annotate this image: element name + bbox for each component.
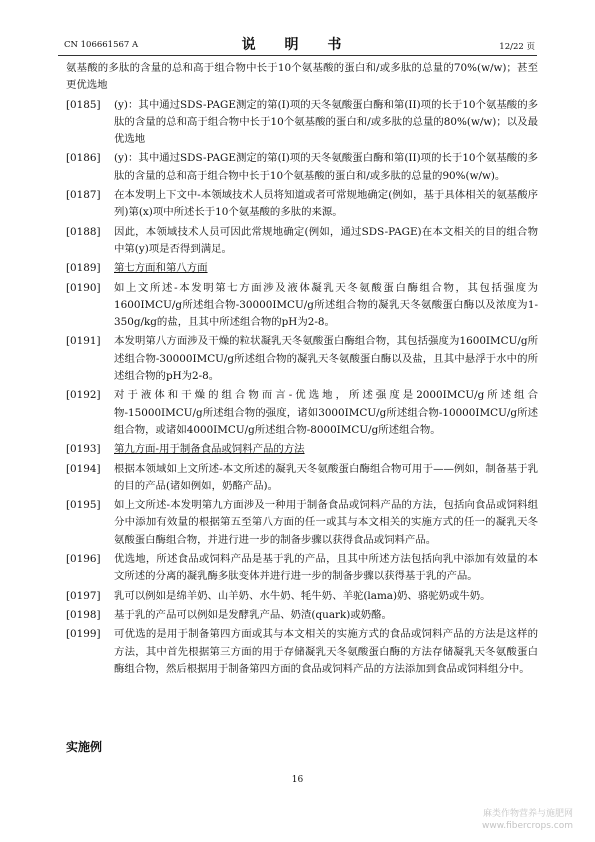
- paragraph: [66, 551, 538, 586]
- paragraph-body: 对于液体和干燥的组合物而言-优选地，所述强度是2000IMCU/g所述组合物-15000IMCU/g所述组合物的强度，诸如3000IMCU/g所述组合物-10000IMCU/g所述组合物，或诸如4000IMCU/g所述组合物-8000IMCU/g所述组合物。: [114, 389, 538, 436]
- paragraph-number: [0197]: [66, 589, 101, 602]
- paragraph-body: 如上文所述-本发明第七方面涉及液体凝乳天冬氨酸蛋白酶组合物，其包括强度为1600IMCU/g所述组合物-30000IMCU/g所述组合物的凝乳天冬氨酸蛋白酶以及浓度为1-350g/kg的盐，且其中所述组合物的pH为2-8。: [114, 281, 538, 329]
- paragraph-text: [114, 588, 538, 605]
- paragraph: [66, 280, 538, 332]
- paragraph-number: [0190]: [66, 281, 101, 294]
- paragraph-text: [114, 387, 538, 439]
- paragraph-number: [0188]: [66, 225, 101, 238]
- paragraph: [66, 607, 538, 624]
- paragraph: [66, 461, 538, 496]
- watermark-url: www.fibercrops.com: [482, 821, 573, 831]
- paragraph-body: 可优选的是用于制备第四方面或其与本文相关的实施方式的食品或饲料产品的方法是这样的方法，其中首先根据第三方面的用于存储凝乳天冬氨酸蛋白酶的方法存储凝乳天冬氨酸蛋白酶组合物，然后根据用于制备第四方面的食品或饲料产品的方法添加到食品或饲料组分中。: [114, 628, 538, 675]
- paragraph-number: [0193]: [66, 443, 101, 456]
- paragraph-text: [114, 333, 538, 385]
- paragraph-body: 优选地，所述食品或饲料产品是基于乳的产品，且其中所述方法包括向乳中添加有效量的本文所述的分离的凝乳酶多肽变体并进行进一步的制备步骤以获得基于乳的产品。: [114, 553, 538, 583]
- paragraph-text: [114, 497, 538, 549]
- paragraph-text: [114, 150, 538, 185]
- page-number: 16: [291, 775, 304, 785]
- page-count: 12/22 页: [499, 42, 535, 52]
- paragraph-body: (y)：其中通过SDS-PAGE测定的第(I)项的天冬氨酸蛋白酶和第(II)项的长于10个氨基酸的多肽的含量的总和高于组合物中长于10个氨基酸的蛋白和/或多肽的总量的80%(w/w)；以及最优选地: [114, 98, 538, 146]
- paragraph-text: [114, 461, 538, 496]
- paragraph-number: [0186]: [66, 152, 101, 165]
- paragraph-body: 因此，本领域技术人员可因此常规地确定(例如，通过SDS-PAGE)在本文相关的目的组合物中第(y)项是否得到满足。: [114, 225, 538, 255]
- paragraph-body: 根据本领域如上文所述-本文所述的凝乳天冬氨酸蛋白酶组合物可用于——例如，制备基于乳的目的产品(诸如例如，奶酪产品)。: [114, 462, 538, 492]
- paragraph: [66, 150, 538, 185]
- paragraph: [66, 260, 538, 277]
- paragraph: [66, 588, 538, 605]
- paragraph-text: 氨基酸的多肽的含量的总和高于组合物中长于10个氨基酸的蛋白和/或多肽的总量的70%(w/w)；甚至更优选地: [66, 62, 538, 92]
- paragraph-text: [114, 97, 538, 149]
- subsection-heading: [114, 441, 538, 458]
- paragraph-text: [114, 607, 538, 624]
- subsection-heading: [114, 260, 538, 277]
- subsection-heading-text: 第九方面-用于制备食品或饲料产品的方法: [114, 443, 305, 456]
- paragraph-body: 本发明第八方面涉及干燥的粒状凝乳天冬氨酸蛋白酶组合物，其包括强度为1600IMCU/g所述组合物-30000IMCU/g所述组合物的凝乳天冬氨酸蛋白酶以及盐，且其中悬浮于水中的所述组合物的pH为2-8。: [114, 335, 538, 383]
- paragraph: [66, 497, 538, 549]
- paragraph-text: [114, 187, 538, 222]
- paragraph-body: 基于乳的产品可以例如是发酵乳产品、奶渣(quark)或奶酪。: [114, 608, 392, 621]
- section-heading: 实施例: [66, 740, 103, 754]
- paragraph-number: [0196]: [66, 553, 101, 566]
- paragraph-body: 如上文所述-本发明第九方面涉及一种用于制备食品或饲料产品的方法，包括向食品或饲料组分中添加有效量的根据第五至第八方面的任一或其与本文相关的实施方式的任一的凝乳天冬氨酸蛋白酶组合物，并进行进一步的制备步骤以获得食品或饲料产品。: [114, 499, 538, 546]
- paragraph-text: [114, 224, 538, 259]
- paragraph: [66, 187, 538, 222]
- paragraph-text: [114, 551, 538, 586]
- page-header: [58, 30, 537, 52]
- subsection-heading-text: 第七方面和第八方面: [114, 262, 208, 275]
- paragraph-number: [0185]: [66, 98, 101, 111]
- paragraph: [66, 441, 538, 458]
- paragraph-body: 在本发明上下文中-本领域技术人员将知道或者可常规地确定(例如，基于具体相关的氨基酸序列)第(x)项中所述长于10个氨基酸的多肽的来源。: [114, 189, 538, 219]
- paragraph-number: [0194]: [66, 462, 101, 475]
- paragraph-number: [0195]: [66, 499, 101, 512]
- paragraph-number: [0191]: [66, 335, 101, 348]
- paragraph: [66, 333, 538, 385]
- watermark-title: 麻类作物营养与施肥网: [482, 809, 573, 819]
- paragraph-number: [0187]: [66, 189, 101, 202]
- paragraph-body: (y)：其中通过SDS-PAGE测定的第(I)项的天冬氨酸蛋白酶和第(II)项的长于10个氨基酸的多肽的含量的总和高于组合物中长于10个氨基酸的蛋白和/或多肽的总量的90%(w/w)。: [114, 152, 538, 182]
- paragraph: [66, 97, 538, 149]
- paragraph: [66, 224, 538, 259]
- paragraph: [66, 626, 538, 678]
- document-body: [66, 60, 538, 680]
- paragraph-body: 乳可以例如是绵羊奶、山羊奶、水牛奶、牦牛奶、羊驼(lama)奶、骆驼奶或牛奶。: [114, 589, 491, 602]
- paragraph-number: [0189]: [66, 262, 101, 275]
- document-id: CN 106661567 A: [64, 40, 139, 50]
- header-divider: [58, 55, 537, 56]
- paragraph: [66, 387, 538, 439]
- paragraph-number: [0198]: [66, 608, 101, 621]
- paragraph-text: [114, 280, 538, 332]
- paragraph-number: [0199]: [66, 628, 101, 641]
- paragraph-number: [0192]: [66, 389, 101, 402]
- document-title: 说 明 书: [241, 37, 354, 53]
- paragraph-text: [114, 626, 538, 678]
